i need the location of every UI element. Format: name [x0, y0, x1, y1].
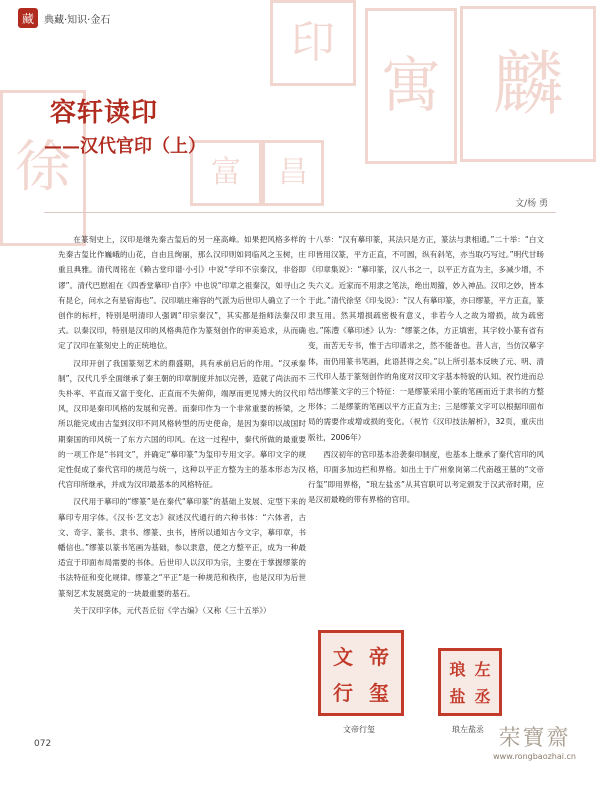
article-title: 容轩读印 — [50, 98, 159, 128]
seal-glyph: 盐 — [449, 687, 466, 706]
paragraph: 十八举：“汉有摹印篆，其法只是方正，篆法与隶相通。”二十举：“白文印皆用汉篆，平方正直，不可圆，纵有斜笔，亦当取巧写过。”明代甘旸《印章集说》：“摹印篆，汉八书之一，以平正方直为主，多减少增，不失六义。近家而不用隶之笔法，绝出周籀，妙入神品。汉印之妙，皆本于此。”清代徐坚《印戋说》：“汉人有摹印篆，亦曰缪篆，平方正直，篆隶互用。然其增损疏密极有意义，非若今人之故为增损，故为疏密也。”陈澧《摹印述》认为：“缪篆之体，方正填密，其字较小篆有省有变，而苦无专书，惟于古印谱求之，然不能备也。昔人言，当仿汉摹字体，而仍用篆书笔画，此语甚得之矣。”以上所引基本反映了元、明、清三代印人基于篆刻创作的角度对汉印文字基本特貌的认知。祝竹进而总结出缪篆文字的三个特征：一是缪篆采用小篆的笔画而近于隶书的方整形体；二是缪篆的笔画以平方正直为主；三是缪篆文字可以根据印面布局的需要作或增或损的变化。（祝竹《汉印技法解析》，32页，重庆出版社，2006年） — [308, 235, 544, 442]
paragraph: 关于汉印字体，元代吾丘衍《学古编》（又称《三十五举》） — [73, 605, 271, 615]
divider — [44, 212, 556, 213]
left-text-column — [58, 232, 306, 620]
seal-glyph: 帝 — [369, 644, 389, 669]
article-subtitle: ——汉代官印（上） — [44, 136, 206, 157]
watermark — [493, 721, 576, 761]
seal-glyph: 行 — [333, 680, 353, 705]
seal-glyph: 琅 — [449, 660, 466, 679]
background-seal-decoration: 徐 — [0, 90, 86, 246]
seal-glyph: 玺 — [369, 680, 389, 705]
magazine-logo-icon: 藏 — [18, 8, 38, 28]
background-seal-decoration: 富 — [190, 140, 262, 206]
right-text-column — [308, 232, 544, 510]
article-author: 文/杨 勇 — [515, 199, 548, 209]
paragraph: 在篆刻史上，汉印是继先秦古玺后的另一座高峰。如果把风格多样的先秦古玺比作巍峨的山花，自由且绚丽，那么汉印则如同临风之玉树，庄重且典雅。清代周铭在《赖古堂印谱·小引》中说“学印不宗秦汉，非俗即谬”。清代巴慰祖在《四香堂摹印·自序》中也说“印章之祖秦汉，如寻山之有昆仑，问水之有星宿海也”。汉印端庄雍容的气派为后世印人确立了一个创作的标杆，特别是明清印人强调“印宗秦汉”，其实都是指师法秦汉印式。以秦汉印，特别是汉印的风格典范作为篆刻创作的审美追求，从而确定了汉印在篆刻史上的正统地位。 — [58, 235, 306, 351]
seal-glyph: 丞 — [474, 687, 491, 706]
background-seal-decoration: 寓 — [365, 8, 457, 164]
watermark-url: www.rongbaozhai.cn — [493, 752, 576, 761]
paragraph: 西汉初年的官印基本沿袭秦印制度，也基本上继承了秦代官印的风格，印面多加边栏和界格。如出土于广州象岗第二代南越王墓的“文帝行玺”即用界格，“琅左盐丞”从其官职可以考定颁发于汉武帝时期，应是汉初最晚的带有界格的官印。 — [308, 449, 544, 505]
section-header — [18, 8, 110, 28]
paragraph: 汉印开创了我国篆刻艺术的鼎盛期，具有承前启后的作用。“汉承秦制”，汉代几乎全面继承了秦王朝的印章制度并加以完善，造就了尚法而不失朴率、平直而又富于变化、正直而不失俯仰，端厚而更见博大的汉代印风，汉印是秦印风格的发展和完善。而秦印作为一个非常重要的桥梁，之所以能完成由古玺到汉印不同风格转型的历史使命，是因为秦印以战国时期秦国的印风统一了东方六国的印风。在这一过程中，秦代所做的最重要的一项工作是“书同文”，并确定“摹印篆”为玺印专用文字。摹印文字的规定性促成了秦代官印的规范与统一，这种以平正方整为主的基本形态为汉代官印所继承，并成为汉印最基本的风格特征。 — [58, 358, 306, 490]
seal-glyph: 左 — [474, 660, 491, 679]
background-seal-decoration: 麟 — [460, 6, 596, 162]
background-seal-decoration: 昌 — [262, 140, 324, 206]
seal-caption: 文帝行玺 — [343, 725, 375, 734]
section-breadcrumb: 典藏·知识·金石 — [44, 14, 111, 26]
seal-caption: 琅左盐丞 — [452, 725, 484, 734]
seal-image-langzuo-yancheng — [438, 648, 502, 716]
seal-glyph: 文 — [333, 644, 353, 669]
background-seal-decoration: 印 — [270, 0, 356, 86]
page-number: 072 — [34, 739, 52, 749]
seal-image-wendi-xingxi — [318, 630, 404, 716]
paragraph: 汉代用于摹印的“缪篆”是在秦代“摹印篆”的基础上发展、定型下来的摹印专用字体。《汉书·艺文志》叙述汉代通行的六种书体：“六体者，古文、奇字、篆书、隶书、缪篆、虫书，皆所以通知古今文字，摹印章，书幡信也。”缪篆以篆书笔画为基础，参以隶意，使之方整平正，成为一种最适宜于印面布局需要的书体。后世印人以汉印为宗，主要在于掌握缪篆的书法特征和变化规律。缪篆之“平正”是一种规范和秩序，也是汉印为后世篆刻艺术发展奠定的一块最重要的基石。 — [58, 497, 306, 598]
watermark-logo: 荣寶齋 — [498, 726, 571, 751]
